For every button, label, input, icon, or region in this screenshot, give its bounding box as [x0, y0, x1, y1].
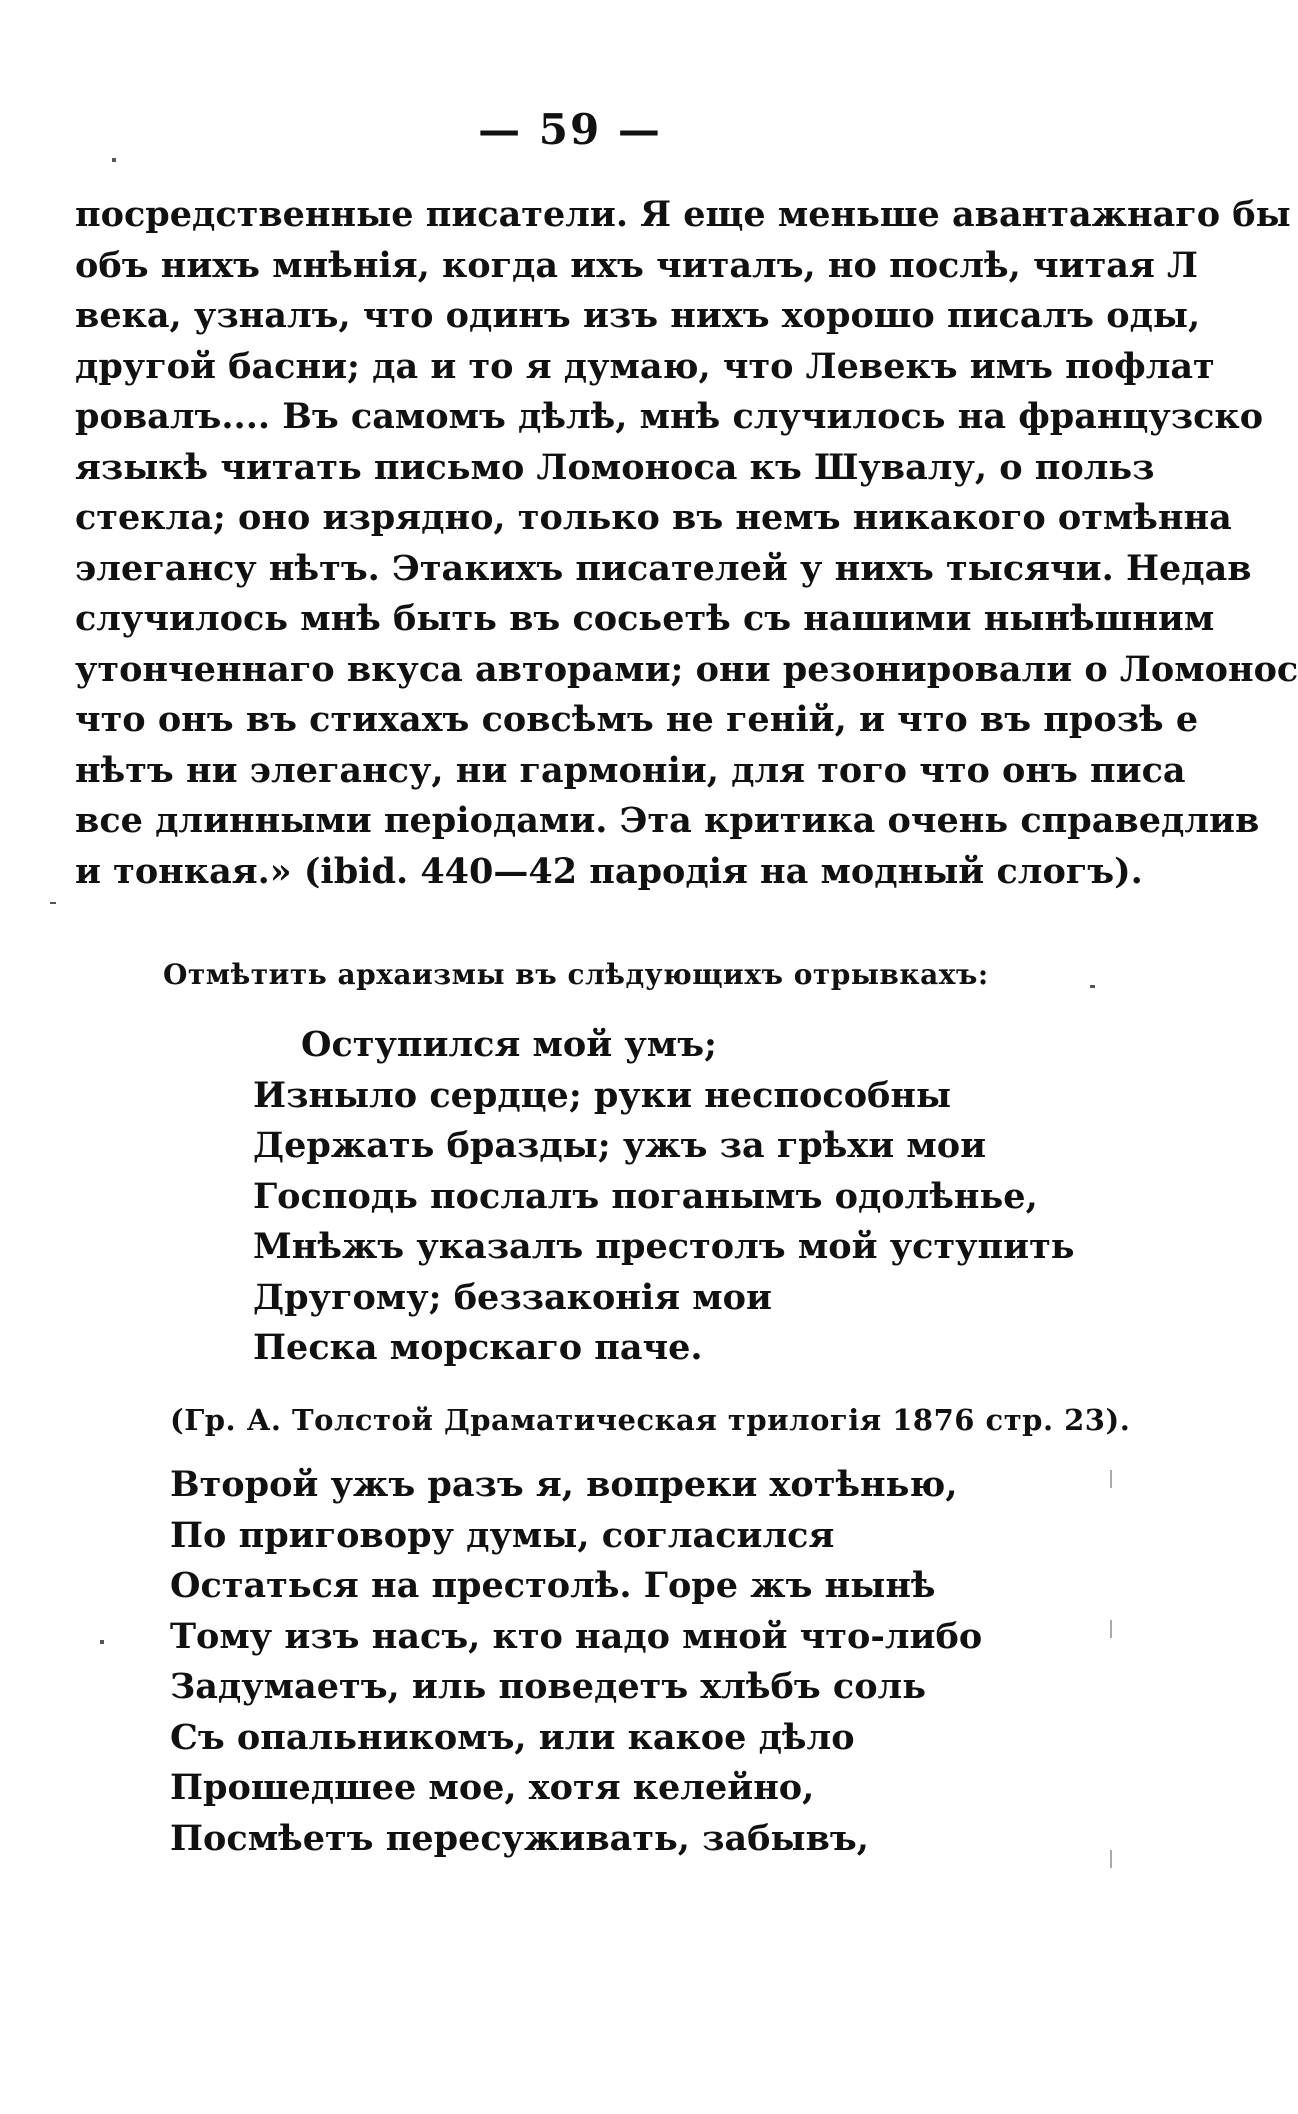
scan-speck: [1110, 1850, 1112, 1868]
prose-line: все длинными періодами. Эта критика очень справедлив: [75, 800, 1260, 841]
verse-line: Изныло сердце; руки неспособны: [253, 1074, 952, 1116]
prose-line: и тонкая.» (ibid. 440—42 пародія на модный слогъ).: [75, 850, 1143, 892]
verse-line: Прошедшее мое, хотя келейно,: [170, 1767, 815, 1808]
scan-speck: [112, 158, 116, 162]
verse-line: Съ опальникомъ, или какое дѣло: [170, 1716, 855, 1758]
prose-line: объ нихъ мнѣнія, когда ихъ читалъ, но послѣ, читая Л: [75, 244, 1198, 286]
prose-line: утонченнаго вкуса авторами; они резонировали о Ломонос: [75, 648, 1298, 690]
page-number: — 59 —: [478, 105, 662, 154]
verse-line: Второй ужъ разъ я, вопреки хотѣнью,: [170, 1464, 958, 1505]
prose-line: ровалъ.... Въ самомъ дѣлѣ, мнѣ случилось на французско: [75, 396, 1264, 437]
verse-line: Задумаетъ, иль поведетъ хлѣбъ соль: [170, 1666, 926, 1707]
prose-line: стекла; оно изрядно, только въ немъ никакого отмѣнна: [75, 497, 1232, 538]
verse-excerpt-1: [253, 1020, 1075, 1374]
scan-speck: [1090, 985, 1095, 988]
verse-line: Мнѣжъ указалъ престолъ мой уступить: [253, 1226, 1075, 1267]
exercise-heading: Отмѣтить архаизмы въ слѣдующихъ отрывкахъ:: [163, 958, 989, 991]
verse-line: Оступился мой умъ;: [301, 1024, 717, 1065]
verse-line: Держать бразды; ужъ за грѣхи мои: [253, 1125, 987, 1166]
verse-excerpt-2: [170, 1460, 982, 1864]
scan-speck: [100, 1640, 104, 1644]
verse-line: Остаться на престолѣ. Горе жъ нынѣ: [170, 1565, 936, 1606]
scan-speck: [1110, 1620, 1112, 1638]
prose-line: языкѣ читать письмо Ломоноса къ Шувалу, о польз: [75, 446, 1155, 488]
prose-line: случилось мнѣ быть въ сосьетѣ съ нашими нынѣшним: [75, 598, 1215, 639]
scan-speck: [50, 902, 56, 904]
verse-line: Тому изъ насъ, кто надо мной что-либо: [170, 1615, 983, 1657]
prose-line: посредственные писатели. Я еще меньше авантажнаго бы: [75, 194, 1291, 235]
prose-block: [75, 190, 1298, 897]
scan-speck: [1110, 1470, 1112, 1488]
prose-line: что онъ въ стихахъ совсѣмъ не геній, и что въ прозѣ е: [75, 699, 1199, 740]
prose-line: другой басни; да и то я думаю, что Левекъ имъ пофлат: [75, 345, 1215, 387]
verse-line: Господь послалъ поганымъ одолѣнье,: [253, 1175, 1038, 1217]
prose-line: века, узналъ, что одинъ изъ нихъ хорошо писалъ оды,: [75, 295, 1201, 336]
verse-line: Посмѣетъ пересуживать, забывъ,: [170, 1817, 869, 1859]
source-citation: (Гр. А. Толстой Драматическая трилогія 1876 стр. 23).: [170, 1403, 1131, 1437]
verse-line: По приговору думы, согласился: [170, 1514, 835, 1556]
prose-line: нѣтъ ни элегансу, ни гармоніи, для того что онъ писа: [75, 749, 1186, 791]
prose-line: элегансу нѣтъ. Этакихъ писателей у нихъ тысячи. Недав: [75, 547, 1252, 589]
verse-line: Другому; беззаконія мои: [253, 1276, 772, 1318]
verse-line: Песка морскаго паче.: [253, 1327, 703, 1368]
